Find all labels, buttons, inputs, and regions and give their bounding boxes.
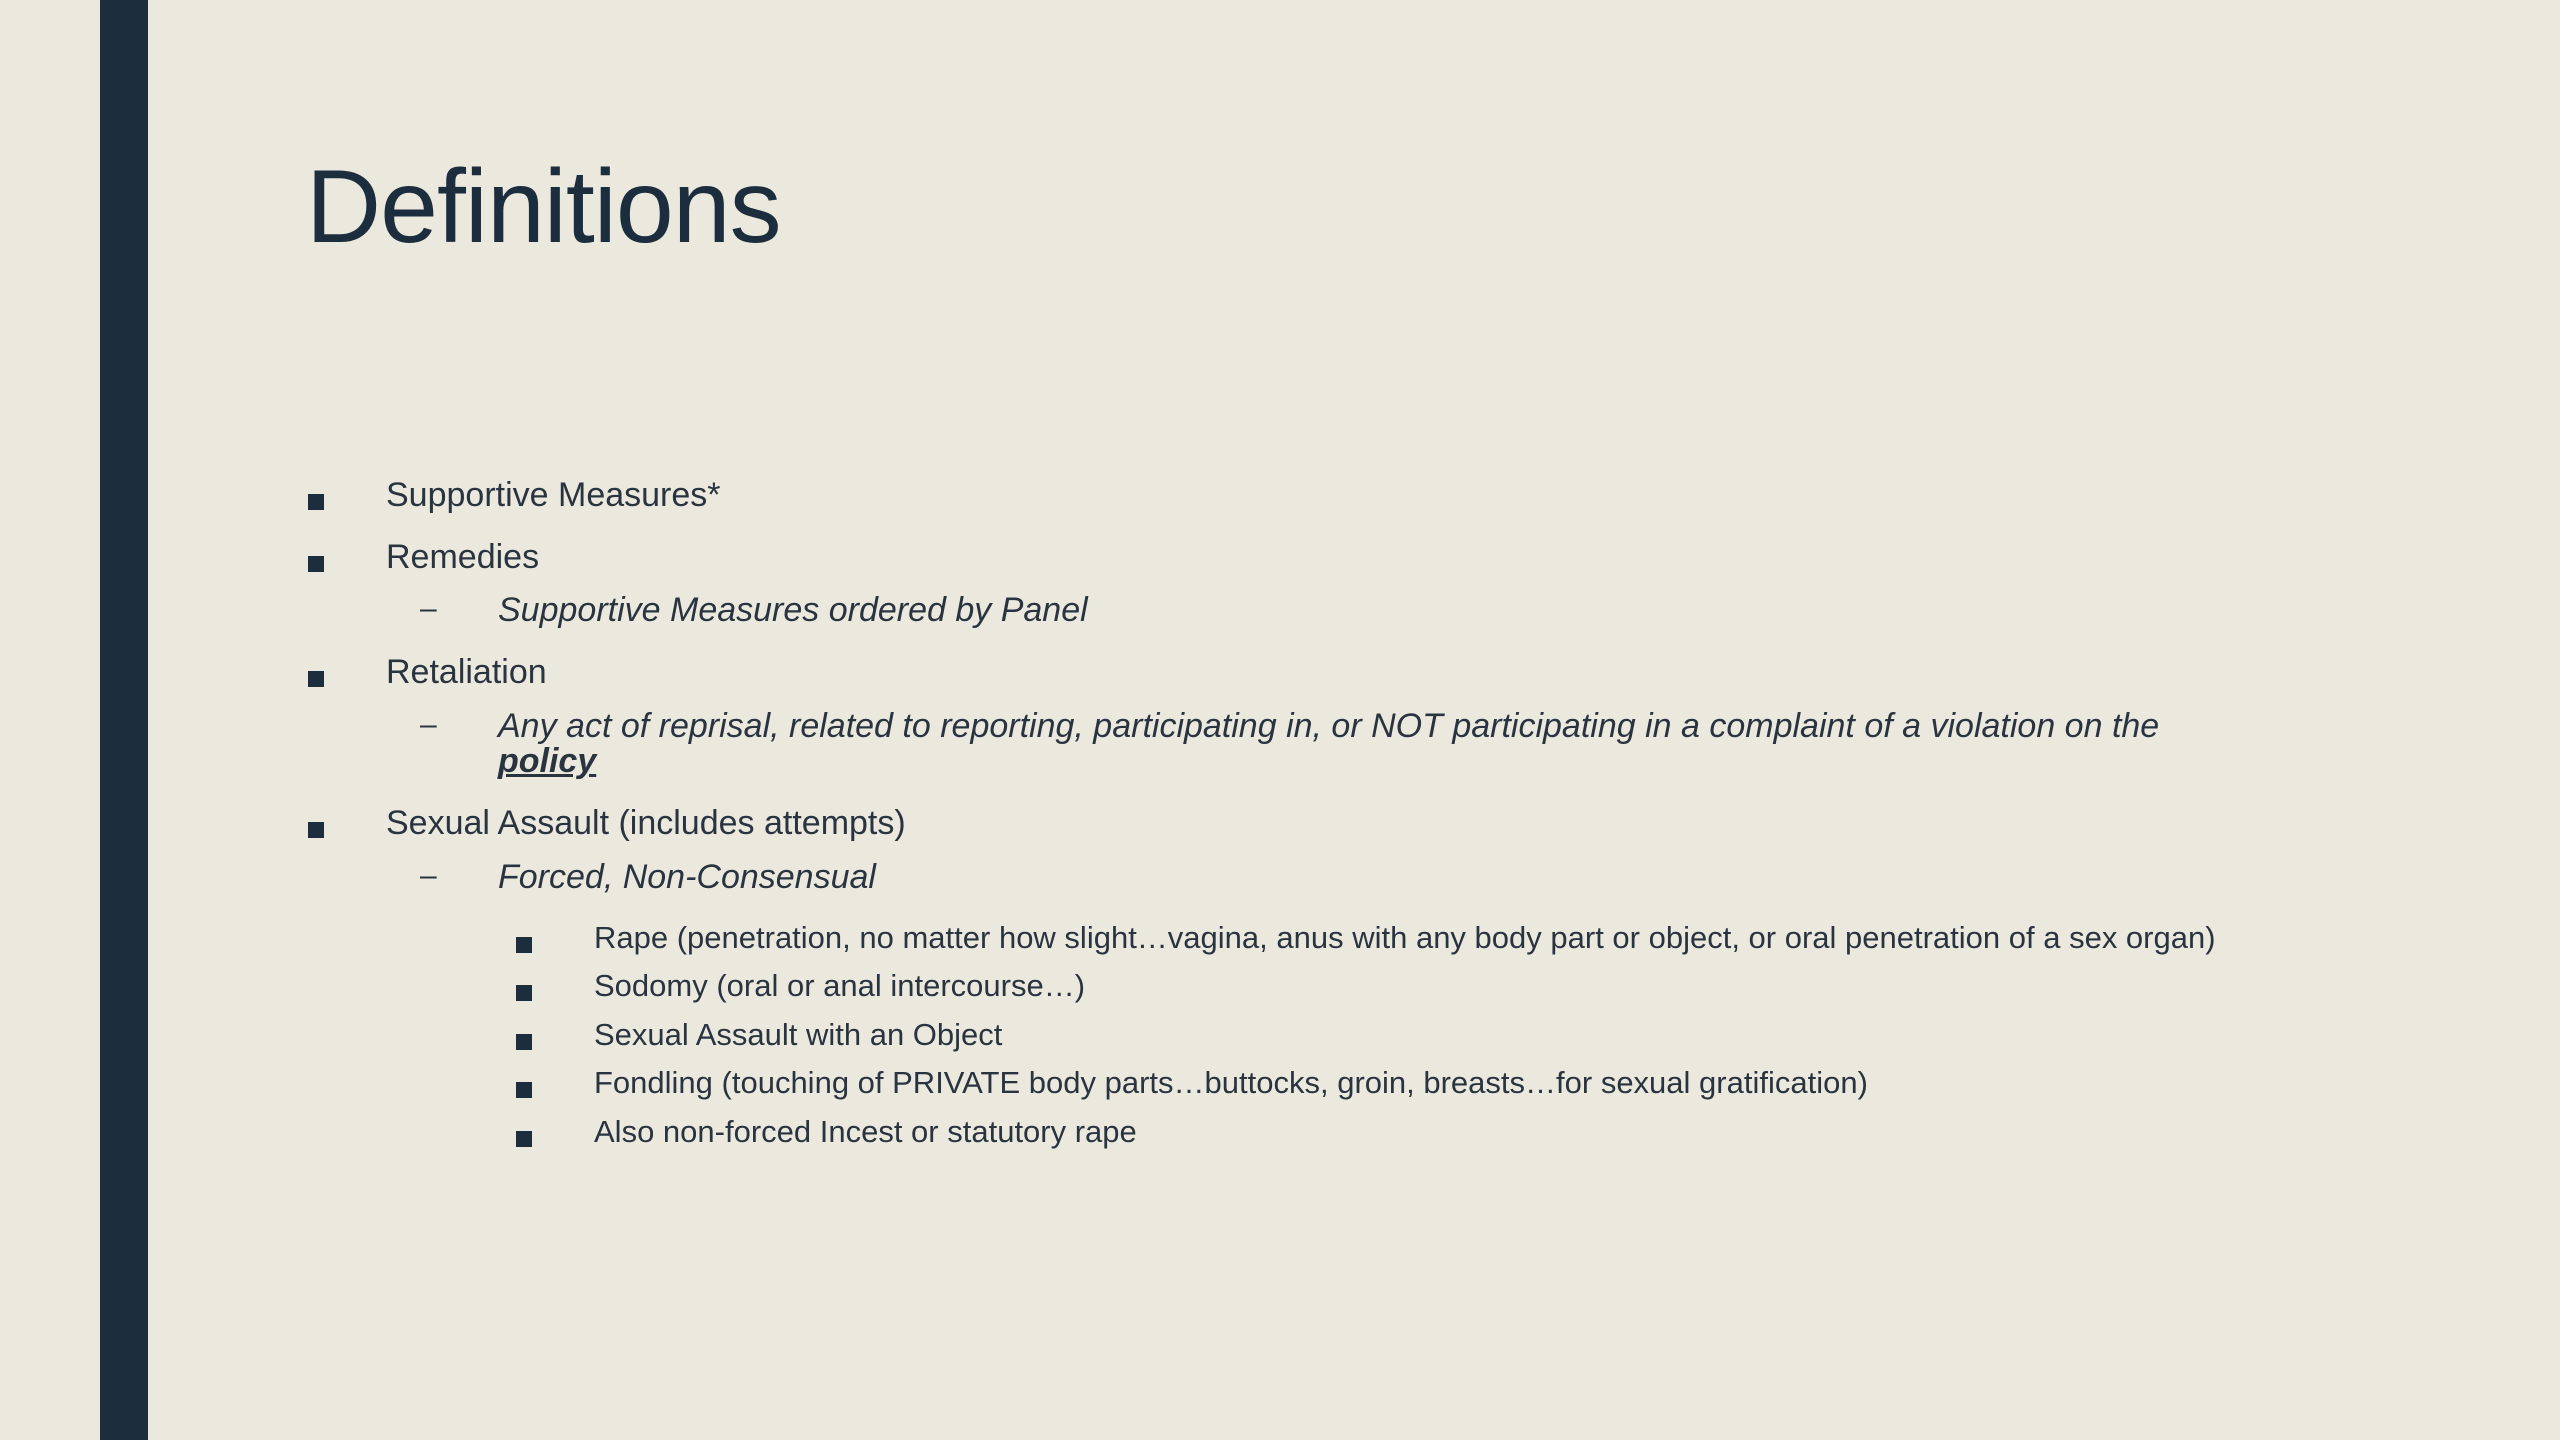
sub-bullet-text: Supportive Measures ordered by Panel: [498, 591, 1088, 630]
sub-sub-bullet-rape: [306, 919, 2266, 955]
sub-sub-bullet-object: [306, 1016, 2266, 1052]
bullet-text: Retaliation: [386, 653, 547, 692]
sub-bullet-text: Forced, Non-Consensual: [498, 857, 876, 896]
dash-bullet-icon: –: [420, 707, 437, 741]
bullet-remedies: [306, 537, 2266, 576]
sub-sub-bullet-sodomy: [306, 970, 2266, 1003]
bullet-sexual-assault: [306, 806, 2266, 842]
sub-sub-bullet-text: Sodomy (oral or anal intercourse…): [594, 968, 1086, 1004]
square-bullet-icon: [516, 937, 532, 953]
bullet-retaliation: [306, 655, 2266, 691]
sub-sub-bullet-text: Fondling (touching of PRIVATE body parts…buttocks, groin, breasts…for sexual gratification): [594, 1065, 1868, 1101]
sub-bullet-retaliation: [306, 706, 2266, 781]
bullet-text: Remedies: [386, 537, 540, 576]
square-bullet-icon: [308, 494, 324, 510]
accent-bar: [100, 0, 148, 1440]
bullet-list: [306, 478, 2266, 1168]
bullet-text: Sexual Assault (includes attempts): [386, 804, 906, 843]
square-bullet-icon: [516, 1082, 532, 1098]
square-bullet-icon: [308, 671, 324, 687]
sub-bullet-sexual-assault: [306, 857, 2266, 896]
square-bullet-icon: [516, 1131, 532, 1147]
sub-sub-bullet-text: Sexual Assault with an Object: [594, 1016, 1003, 1052]
sub-bullet-text: Any act of reprisal, related to reporting, participating in, or NOT participating in a complaint of a violation on the: [498, 706, 2160, 745]
square-bullet-icon: [516, 985, 532, 1001]
sub-sub-bullet-text: Also non-forced Incest or statutory rape: [594, 1113, 1137, 1149]
dash-bullet-icon: –: [420, 592, 437, 626]
policy-link[interactable]: policy: [498, 742, 597, 781]
sub-sub-bullet-text: Rape (penetration, no matter how slight…vagina, anus with any body part or object, or oral penetration of a sex organ): [594, 919, 2216, 955]
dash-bullet-icon: –: [420, 858, 437, 892]
square-bullet-icon: [516, 1034, 532, 1050]
square-bullet-icon: [308, 822, 324, 838]
square-bullet-icon: [308, 556, 324, 572]
sub-sub-bullet-incest: [306, 1113, 2266, 1149]
bullet-supportive-measures: [306, 478, 2266, 514]
bullet-text: Supportive Measures*: [386, 476, 721, 514]
sub-sub-bullet-fondling: [306, 1067, 2266, 1100]
slide-title: Definitions: [306, 149, 781, 265]
sub-bullet-remedies: [306, 593, 2266, 629]
